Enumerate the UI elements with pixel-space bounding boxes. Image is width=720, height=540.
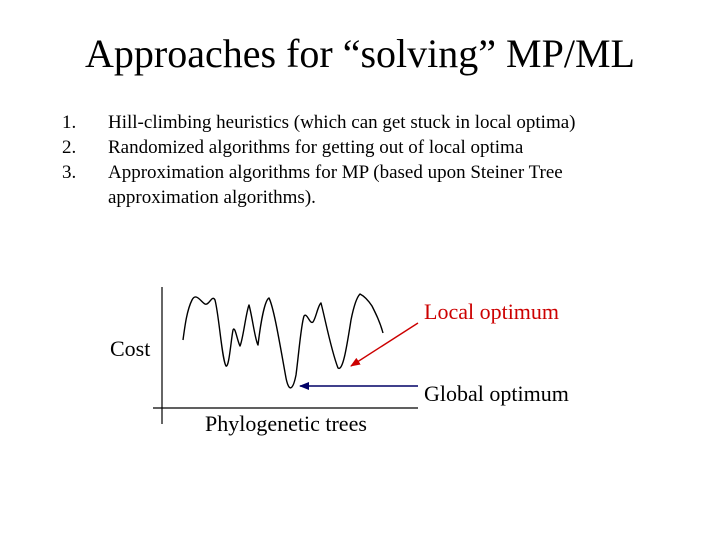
list-item-number: 3. xyxy=(62,162,77,183)
local-optimum-label: Local optimum xyxy=(424,299,560,324)
list-item-text: Approximation algorithms for MP (based upon Steiner Tree approximation algorithms). xyxy=(108,162,563,208)
list-item-number: 2. xyxy=(62,137,77,158)
y-axis-label: Cost xyxy=(110,336,151,361)
global-optimum-label: Global optimum xyxy=(424,381,569,406)
list-item-number: 1. xyxy=(62,112,77,133)
slide-title: Approaches for “solving” MP/ML xyxy=(85,31,635,76)
list-item-text: Randomized algorithms for getting out of local optima xyxy=(108,137,524,158)
local-optimum-arrow xyxy=(351,323,418,366)
x-axis-label: Phylogenetic trees xyxy=(205,411,367,436)
list-item-text: Hill-climbing heuristics (which can get stuck in local optima) xyxy=(108,112,576,133)
cost-curve xyxy=(183,294,383,388)
